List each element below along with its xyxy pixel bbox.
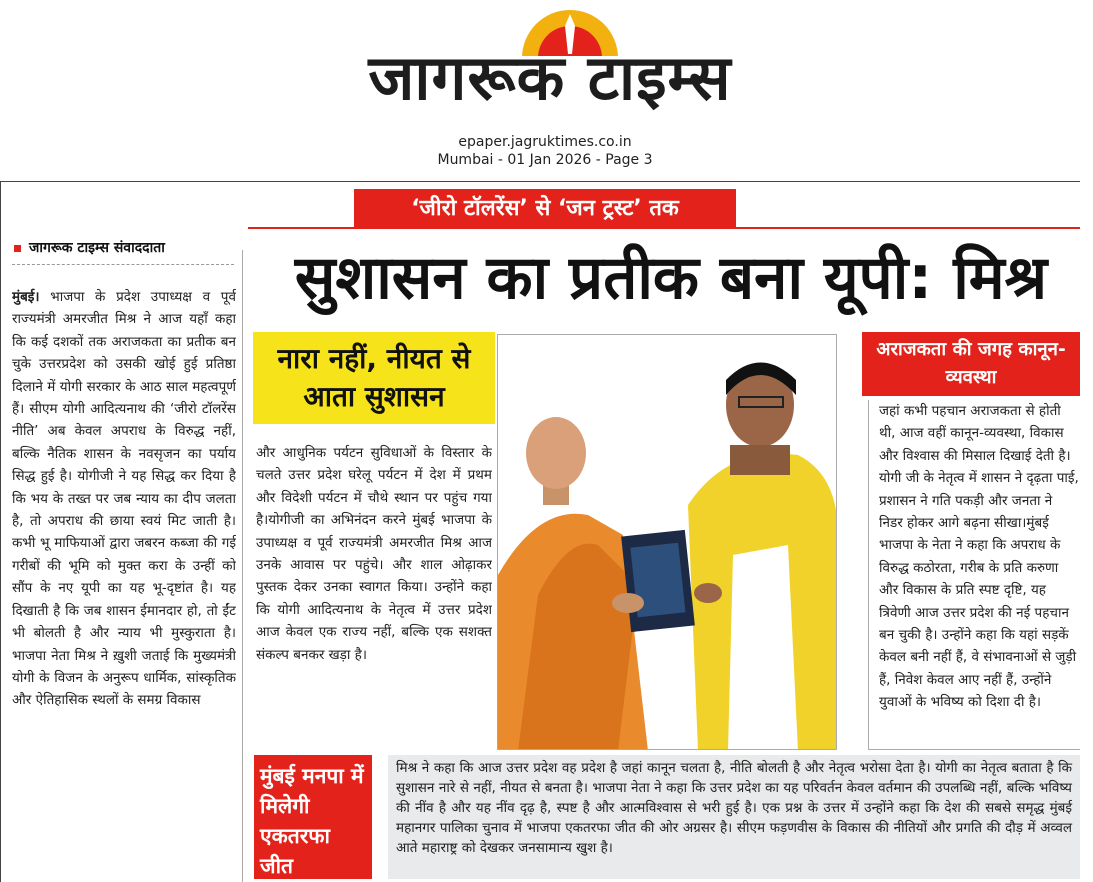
page-left-rule: [0, 181, 1, 882]
epaper-url[interactable]: epaper.jagruktimes.co.in: [458, 134, 632, 150]
byline-divider: [12, 264, 234, 265]
dateline: मुंबई।: [12, 289, 40, 305]
masthead: [0, 0, 1093, 180]
edition-line: Mumbai - 01 Jan 2026 - Page 3: [437, 152, 653, 168]
photo-illustration: [498, 335, 837, 750]
page-top-rule: [0, 181, 1080, 182]
article-column-3: जहां कभी पहचान अराजकता से होती थी, आज वहीं कानून-व्यवस्था, विकास और विश्वास की मिसाल दिखाई देती है। योगी जी के नेतृत्व में शासन ने दृढ़ता पाई, प्रशासन ने गति पकड़ी और जनता ने निडर होकर आगे बढ़ना सीखा।मुंबई भाजपा के नेता ने कहा कि अपराध के विरुद्ध कठोरता, गरीब के प्रति करुणा और विकास के प्रति स्पष्ट दृष्टि, यह त्रिवेणी आज उत्तर प्रदेश की नई पहचान बन चुकी है। उन्होंने कहा कि यहां सड़कें केवल बनी नहीं हैं, वे संभावनाओं से जुड़ी हैं, निवेश केवल आए नहीं हैं, उन्होंने युवाओं के भविष्य को दिशा दी है।: [868, 400, 1080, 750]
kicker-rule: [248, 227, 1080, 229]
newspaper-logo-text: जागरूक टाइम्स: [368, 41, 732, 114]
column-1-text: भाजपा के प्रदेश उपाध्यक्ष व पूर्व राज्यमंत्री अमरजीत मिश्र ने आज यहाँ कहा कि कई दशकों तक अराजकता का प्रतीक बन चुके उत्तरप्रदेश को उसकी खोई हुई प्रतिष्ठा दिलाने में योगी सरकार के आठ साल महत्वपूर्ण हैं। सीएम योगी आदित्यनाथ की ‘जीरो टॉलरेंस नीति’ अब केवल अपराध के विरुद्ध नहीं, बल्कि नैतिक शासन के नवसृजन का पर्याय सिद्ध हुई है। योगीजी ने यह सिद्ध कर दिया है कि भय के तख्त पर जब न्याय का दीप जलता है, तो अपराध की छाया स्वयं मिट जाती है। कभी भू माफियाओं द्वारा जबरन कब्जा की गई गरीबों की भूमि को मुक्त करा के उन्हीं को सौंप के नए यूपी का यह भू-दृष्टांत है। यह दिखाती है कि जब शासन ईमानदार हो, तो ईंट भी बोलती है और न्याय भी मुस्कुराता है। भाजपा नेता मिश्र ने ख़ुशी जताई कि मुख्यमंत्री योगी के विजन के अनुरूप धार्मिक, सांस्कृतिक और ऐतिहासिक स्थलों के समग्र विकास: [12, 289, 236, 709]
bullet-square-icon: [14, 245, 21, 252]
byline-text: जागरूक टाइम्स संवाददाता: [29, 240, 165, 256]
byline: [14, 238, 236, 260]
article-headline: सुशासन का प्रतीक बना यूपी: मिश्र: [294, 243, 1048, 313]
kicker-banner: ‘जीरो टॉलरेंस’ से ‘जन ट्रस्ट’ तक: [354, 189, 736, 229]
column-divider: [242, 250, 243, 882]
bottom-text-panel: मिश्र ने कहा कि आज उत्तर प्रदेश वह प्रदेश है जहां कानून चलता है, नीति बोलती है और नेतृत्व भरोसा देता है। योगी का नेतृत्व बताता है कि सुशासन नारे से नहीं, नीयत से बनता है। भाजपा नेता ने कहा कि उत्तर प्रदेश का यह परिवर्तन केवल वर्तमान की उपलब्धि नहीं, बल्कि भविष्य की नींव है और यह नींव दृढ़ है, स्पष्ट है और आत्मविश्वास से भरी हुई है। एक प्रश्न के उत्तर में उन्होंने कहा कि देश की सबसे समृद्ध मुंबई महानगर पालिका चुनाव में भाजपा एकतरफा जीत की ओर अग्रसर है। सीएम फड़णवीस के विकास की नीतियों और प्रगति की दौड़ में अव्वल आते महाराष्ट्र को देखकर जनसामान्य खुश है।: [388, 755, 1080, 879]
sidebar-heading-box: मुंबई मनपा में मिलेगी एकतरफा जीत: [254, 755, 372, 879]
pull-quote: नारा नहीं, नीयत से आता सुशासन: [253, 332, 495, 424]
article-column-1: [12, 286, 236, 878]
article-column-2: और आधुनिक पर्यटन सुविधाओं के विस्तार के चलते उत्तर प्रदेश घरेलू पर्यटन में देश में प्रथम और विदेशी पर्यटन में चौथे स्थान पर पहुंच गया है।योगीजी का अभिनंदन करने मुंबई भाजपा के उपाध्यक्ष व पूर्व राज्यमंत्री अमरजीत मिश्र आज उनके आवास पर पहुंचे। और शाल ओढ़ाकर पुस्तक देकर उनका स्वागत किया। उन्होंने कहा कि योगी आदित्यनाथ के नेतृत्व में उत्तर प्रदेश आज केवल एक राज्य नहीं, बल्कि एक सशक्त संकल्प बनकर खड़ा है।: [256, 445, 492, 663]
subheading-box: अराजकता की जगह कानून-व्यवस्था: [862, 332, 1080, 396]
article-photo: [497, 334, 837, 750]
